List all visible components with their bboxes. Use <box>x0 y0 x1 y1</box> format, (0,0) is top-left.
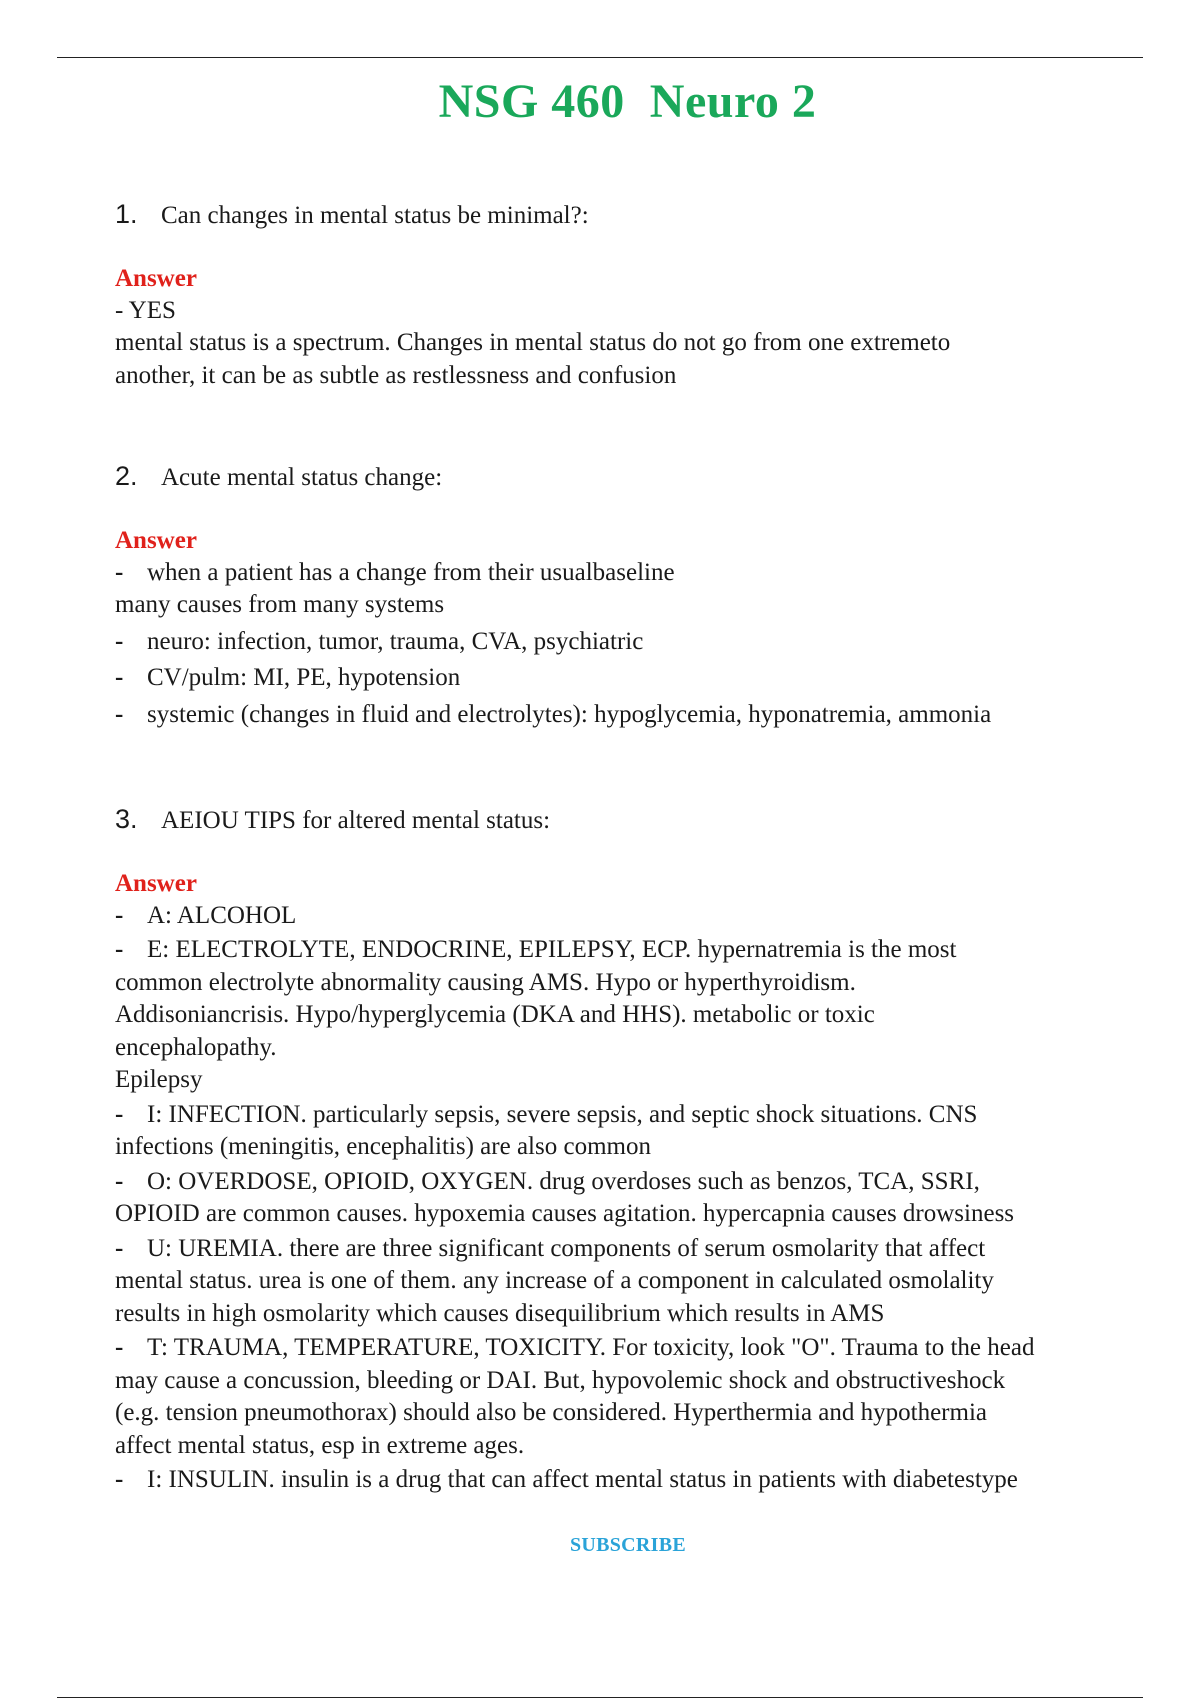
answer-line-text: systemic (changes in fluid and electrolytes): hypoglycemia, hyponatremia, ammonia <box>147 700 992 728</box>
question-1 <box>115 198 1145 392</box>
bullet-dash: - <box>115 1100 124 1128</box>
answer-line: infections (meningitis, encephalitis) are also common <box>115 1133 651 1160</box>
answer-label: Answer <box>115 526 197 554</box>
question-3-heading <box>115 803 1145 838</box>
answer-line: encephalopathy. <box>115 1033 277 1061</box>
answer-bullet-line <box>115 1099 1145 1132</box>
answer-line-text: when a patient has a change from their usualbaseline <box>147 558 675 586</box>
answer-bullet-line <box>115 1166 1145 1199</box>
bottom-rule <box>57 1697 1143 1698</box>
answer-bullet-line <box>115 557 1145 590</box>
answer-bullet-line <box>115 662 1145 695</box>
answer-line-text: A: ALCOHOL <box>147 901 297 929</box>
bullet-dash: - <box>115 664 124 691</box>
question-text: Can changes in mental status be minimal?: <box>161 202 589 229</box>
answer-line: mental status. urea is one of them. any increase of a component in calculated osmolality <box>115 1267 994 1294</box>
answer-line-text: I: INFECTION. particularly sepsis, severe sepsis, and septic shock situations. CNS <box>147 1100 978 1128</box>
answer-line-text: I: INSULIN. insulin is a drug that can affect mental status in patients with diabetestype <box>147 1466 1018 1493</box>
answer-line-text: T: TRAUMA, TEMPERATURE, TOXICITY. For toxicity, look "O". Trauma to the head <box>147 1334 1035 1361</box>
answer-bullet-line <box>115 900 1145 933</box>
answer-line-text: neuro: infection, tumor, trauma, CVA, psychiatric <box>147 627 644 655</box>
answer-line: results in high osmolarity which causes disequilibrium which results in AMS <box>115 1299 885 1327</box>
answer-line: Epilepsy <box>115 1066 203 1093</box>
answer-line-text: O: OVERDOSE, OPIOID, OXYGEN. drug overdoses such as benzos, TCA, SSRI, <box>147 1167 980 1195</box>
subscribe-link[interactable]: SUBSCRIBE <box>569 1534 687 1556</box>
answer-bullet-line <box>115 1464 1145 1497</box>
question-3 <box>115 803 1145 1497</box>
bullet-dash: - <box>115 558 124 586</box>
question-text: AEIOU TIPS for altered mental status: <box>161 807 551 834</box>
question-number: 2. <box>115 461 138 491</box>
bullet-dash: - <box>115 936 124 963</box>
bullet-dash: - <box>115 1466 124 1493</box>
answer-bullet-line <box>115 1233 1145 1266</box>
answer-bullet-line <box>115 626 1145 659</box>
question-2-heading <box>115 460 1145 495</box>
answer-line: many causes from many systems <box>115 591 445 618</box>
question-2 <box>115 460 1145 731</box>
bullet-dash: - <box>115 700 124 728</box>
answer-line: - YES <box>115 296 176 324</box>
answer-line: may cause a concussion, bleeding or DAI. But, hypovolemic shock and obstructiveshock <box>115 1366 1006 1394</box>
document-title: NSG 460 Neuro 2 <box>438 75 817 128</box>
answer-bullet-line <box>115 699 1145 732</box>
bullet-dash: - <box>115 1334 124 1361</box>
question-text: Acute mental status change: <box>161 464 443 491</box>
question-number: 1. <box>115 199 138 229</box>
answer-line: another, it can be as subtle as restlessness and confusion <box>115 361 677 389</box>
answer-label: Answer <box>115 869 197 897</box>
bullet-dash: - <box>115 1167 124 1195</box>
answer-line: mental status is a spectrum. Changes in mental status do not go from one extremeto <box>115 329 951 356</box>
answer-line: Addisoniancrisis. Hypo/hyperglycemia (DKA and HHS). metabolic or toxic <box>115 1001 875 1028</box>
top-rule <box>57 57 1143 58</box>
question-1-heading <box>115 198 1145 233</box>
answer-line: OPIOID are common causes. hypoxemia causes agitation. hypercapnia causes drowsiness <box>115 1200 1015 1227</box>
answer-line: affect mental status, esp in extreme ages. <box>115 1431 525 1459</box>
answer-line: common electrolyte abnormality causing AMS. Hypo or hyperthyroidism. <box>115 968 856 996</box>
answer-bullet-line <box>115 934 1145 967</box>
answer-line: (e.g. tension pneumothorax) should also be considered. Hyperthermia and hypothermia <box>115 1399 987 1426</box>
answer-line-text: CV/pulm: MI, PE, hypotension <box>147 664 461 691</box>
bullet-dash: - <box>115 1234 124 1262</box>
bullet-dash: - <box>115 627 124 655</box>
answer-line-text: U: UREMIA. there are three significant components of serum osmolarity that affect <box>147 1234 986 1262</box>
answer-bullet-line <box>115 1332 1145 1365</box>
question-number: 3. <box>115 804 138 834</box>
answer-line-text: E: ELECTROLYTE, ENDOCRINE, EPILEPSY, ECP. hypernatremia is the most <box>147 936 957 963</box>
bullet-dash: - <box>115 901 124 929</box>
answer-label: Answer <box>115 264 197 292</box>
